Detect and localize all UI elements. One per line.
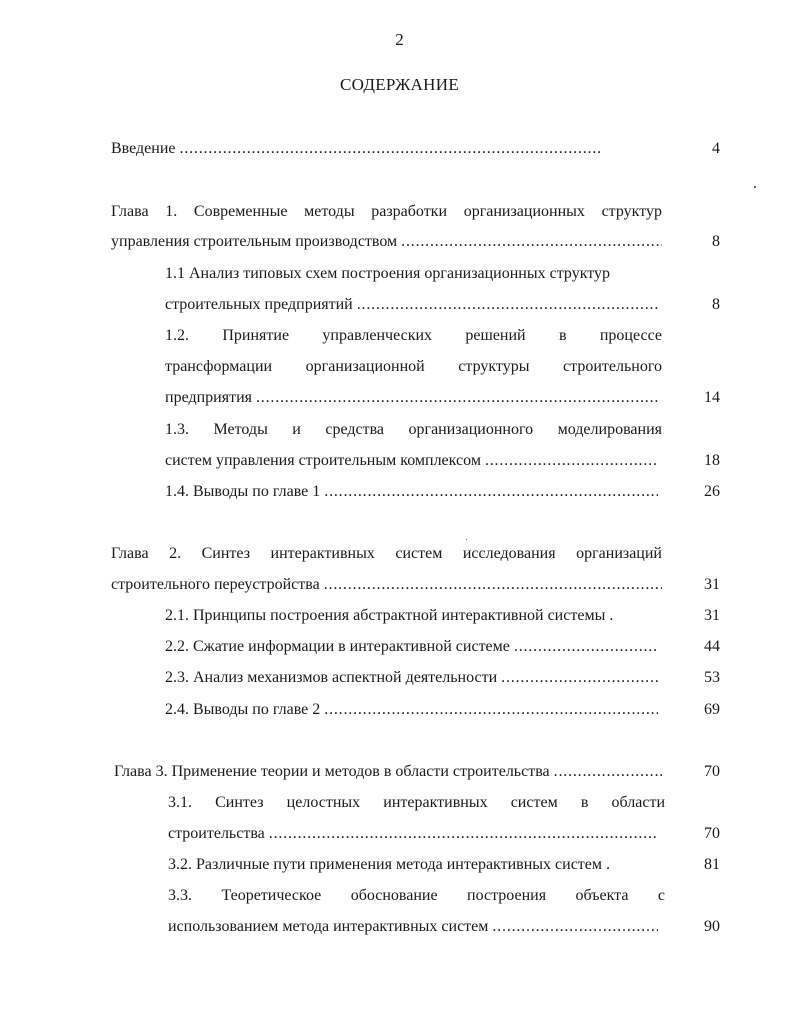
dot-leader: [481, 449, 658, 473]
toc-entry-text: строительного переустройства: [111, 576, 320, 593]
toc-entry-text: Глава 2. Синтез интерактивных систем исследования организаций: [111, 545, 662, 562]
toc-entry-text: 2.4. Выводы по главе 2: [165, 701, 321, 718]
scan-speck: [754, 186, 756, 188]
toc-entry-text: строительства: [168, 825, 265, 842]
toc-page-number: 44: [704, 638, 720, 655]
toc-entry-text: 3.2. Различные пути применения метода интерактивных систем .: [168, 856, 611, 873]
toc-page-number: 26: [704, 483, 720, 500]
toc-page-number: 8: [712, 296, 720, 313]
toc-page-number: 53: [704, 669, 720, 686]
toc-page-number: 8: [712, 233, 720, 250]
toc-entry-text: строительных предприятий: [165, 296, 353, 313]
dot-leader: [176, 137, 663, 161]
toc-entry-text: предприятия: [165, 389, 252, 406]
dot-leader: [252, 386, 658, 410]
toc-entry-text: Введение: [111, 140, 176, 157]
toc-entry-text: 1.2. Принятие управленческих решений в процессе: [165, 327, 662, 344]
toc-entry-text: 1.3. Методы и средства организационного моделирования: [165, 421, 662, 438]
toc-page-number: 70: [704, 825, 720, 842]
toc-entry-text: 3.3. Теоретическое обоснование построения объекта с: [168, 887, 665, 904]
toc-page-number: 69: [704, 701, 720, 718]
dot-leader: [497, 666, 658, 690]
toc-page-number: 90: [704, 918, 720, 935]
toc-page-number: 18: [704, 452, 720, 469]
toc-page-number: 81: [704, 856, 720, 873]
dot-leader: [488, 915, 658, 939]
scan-speck: [466, 539, 467, 540]
toc-entry-text: использованием метода интерактивных систем: [168, 918, 489, 935]
toc-entry-text: 2.3. Анализ механизмов аспектной деятельности: [165, 669, 498, 686]
toc-page-number: 70: [704, 763, 720, 780]
dot-leader: [353, 293, 658, 317]
dot-leader: [320, 480, 658, 504]
dot-leader: [265, 822, 658, 846]
dot-leader: [550, 760, 662, 784]
page-title: СОДЕРЖАНИЕ: [339, 75, 460, 94]
toc-page-number: 31: [704, 607, 720, 624]
toc-page-number: 14: [704, 389, 720, 406]
dot-leader: [510, 635, 658, 659]
toc-entry-text: Глава 3. Применение теории и методов в области строительства: [114, 763, 550, 780]
toc-entry-text: Глава 1. Современные методы разработки организационных структур: [111, 203, 662, 220]
toc-entry-text: 3.1. Синтез целостных интерактивных систем в области: [168, 794, 665, 811]
toc-entry-text: управления строительным производством: [111, 233, 398, 250]
toc-entry-text: трансформации организационной структуры строительного: [165, 358, 662, 375]
toc-page-number: 4: [712, 140, 720, 157]
toc-entry-text: 1.1 Анализ типовых схем построения организационных структур: [165, 265, 611, 282]
dot-leader: [320, 573, 662, 597]
toc-entry-text: систем управления строительным комплексом: [165, 452, 481, 469]
toc-entry-text: 2.2. Сжатие информации в интерактивной системе: [165, 638, 510, 655]
toc-page-number: 31: [704, 576, 720, 593]
toc-entry-text: 1.4. Выводы по главе 1: [165, 483, 321, 500]
toc-entry-text: 2.1. Принципы построения абстрактной интерактивной системы .: [165, 607, 614, 624]
dot-leader: [397, 230, 662, 254]
page-number: 2: [395, 30, 404, 49]
dot-leader: [320, 698, 658, 722]
